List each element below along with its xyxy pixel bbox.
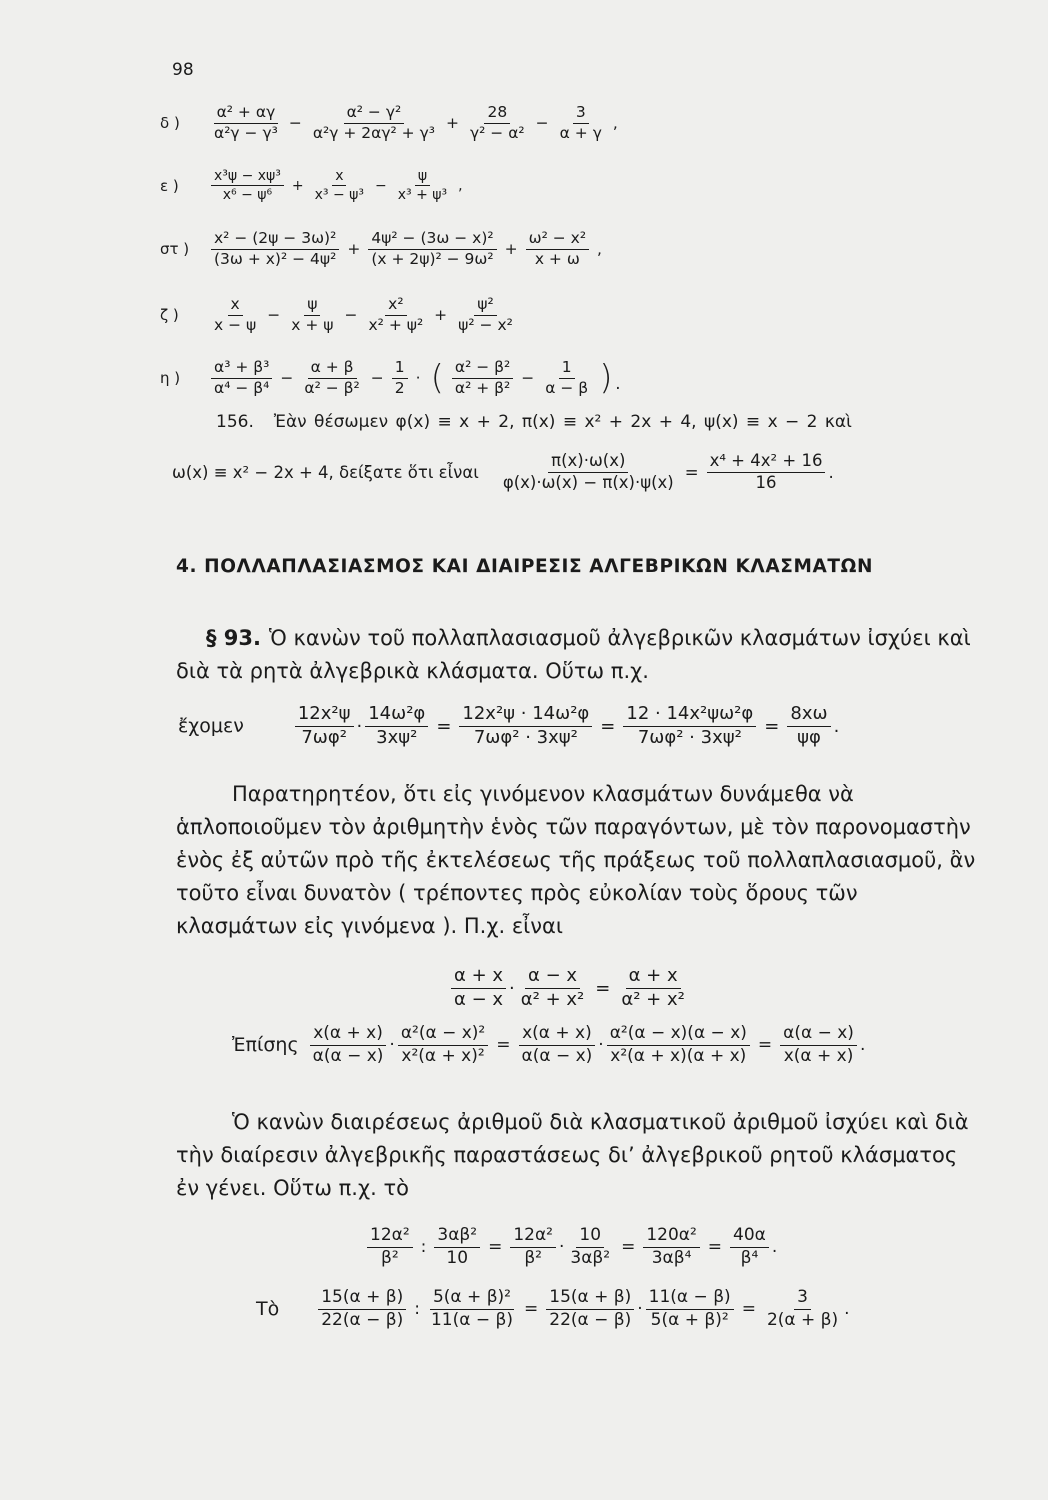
fraction: $\frac{\text{ω² − x²}}{x + \omega}$ bbox=[526, 230, 589, 269]
fraction: $\frac{40\alpha}{\text{β⁴}}$ bbox=[730, 1226, 769, 1268]
fraction: $\frac{\text{α² + αγ}}{\text{α²γ − γ³}}$ bbox=[214, 103, 278, 142]
fraction: $\frac{\text{12 · 14x²ψω²φ}}{\text{7ωφ² · 3xψ²}}$ bbox=[623, 704, 756, 748]
fraction: $\frac{\text{14ω²φ}}{\text{3xψ²}}$ bbox=[365, 704, 428, 748]
operator: + bbox=[445, 114, 459, 133]
operator: − bbox=[288, 114, 302, 133]
page-number: 98 bbox=[172, 60, 194, 80]
fraction: $\frac{1}{2}$ bbox=[392, 359, 408, 398]
paragraph-division: Ὁ κανὼν διαιρέσεως ἀριθμοῦ διὰ κλασματικοῦ ἀριθμοῦ ἰσχύει καὶ διὰ τὴν διαίρεσιν ἀλγεβρικῆς παραστάσεως δι’ ἀλγεβρικοῦ ρητοῦ κλάσματος ἐν γένει. Οὕτω π.χ. τὸ bbox=[176, 1110, 969, 1200]
operator: ( bbox=[430, 358, 444, 398]
example-equation-5: Τὸ $\frac{15(\alpha + \beta)}{22(\alpha - \beta)}$ : $\frac{\text{5(α + β)²}}{11(\alpha - \beta)}$ = $\frac{15(\alpha + \beta)}{22(\alpha - \beta)}$ · $\frac{11(\alpha - \beta)}{\text{5(α + β)²}}$ = $\frac{3}{2(\alpha + \beta)}$ . bbox=[256, 1287, 850, 1330]
exercise-row bbox=[160, 358, 628, 398]
fraction: $\frac{x}{\text{x³ − ψ³}}$ bbox=[314, 168, 365, 204]
fraction: $\frac{\text{x²}}{\text{x² + ψ²}}$ bbox=[368, 295, 424, 334]
fraction: $\frac{10}{\text{3αβ²}}$ bbox=[570, 1225, 611, 1268]
fraction: $\frac{\text{12x²ψ · 14ω²φ}}{\text{7ωφ² · 3xψ²}}$ bbox=[459, 704, 592, 748]
exercise-text: ω(x) ≡ x² − 2x + 4, δείξατε ὅτι εἶναι bbox=[172, 462, 479, 482]
fraction: $\frac{\text{12α²}}{\text{β²}}$ bbox=[510, 1226, 556, 1268]
example-equation-1: ἔχομεν $\frac{\text{12x²ψ}}{\text{7ωφ²}}$ · $\frac{\text{14ω²φ}}{\text{3xψ²}}$ = $\frac{\text{12x²ψ · 14ω²φ}}{\text{7ωφ² · 3xψ²}}$ = $\frac{\text{12 · 14x²ψω²φ}}{\text{7ωφ² · 3xψ²}}$ = $\frac{8x\omega}{\psi\varphi}$ . bbox=[178, 703, 840, 748]
fraction: $\frac{\psi}{\text{x³ + ψ³}}$ bbox=[397, 168, 448, 204]
section-heading: 4. ΠΟΛΛΑΠΛΑΣΙΑΣΜΟΣ ΚΑΙ ΔΙΑΙΡΕΣΙΣ ΑΛΓΕΒΡΙΚΩΝ ΚΛΑΣΜΑΤΩΝ bbox=[176, 556, 874, 577]
fraction: $\frac{\text{12α²}}{\text{β²}}$ bbox=[367, 1226, 413, 1268]
exercise-label: η ) bbox=[160, 369, 181, 387]
fraction: $\frac{x(\alpha + x)}{\alpha(\alpha - x)}$ bbox=[519, 1024, 596, 1066]
paragraph-simplification: Παρατηρητέον, ὅτι εἰς γινόμενον κλασμάτων δυνάμεθα νὰ ἁπλοποιοῦμεν τὸν ἀριθμητὴν ἑνὸς τῶν παραγόντων, μὲ τὸν παρονομαστὴν ἑνὸς ἐξ αὐτῶν πρὸ τῆς ἐκτελέσεως τῆς πράξεως τοῦ πολλαπλασιασμοῦ, ἂν τοῦτο εἶναι δυνατὸν ( τρέποντες πρὸς εὐκολίαν τοὺς ὅρους τῶν κλασμάτων εἰς γινόμενα ). Π.χ. εἶναι bbox=[176, 782, 976, 938]
operator: + bbox=[291, 177, 304, 194]
fraction: $\frac{\pi(x)\cdot\omega(x)}{\varphi(x)\cdot\omega(x) - \pi(x)\cdot\psi(x)}$ bbox=[502, 451, 674, 492]
fraction: $\frac{\text{ψ²}}{\text{ψ² − x²}}$ bbox=[458, 295, 513, 334]
fraction: $\frac{28}{\text{γ² − α²}}$ bbox=[469, 103, 525, 142]
fraction: $\frac{\text{x⁴ + 4x² + 16}}{16}$ bbox=[707, 452, 826, 493]
exercise-number: 156. bbox=[216, 412, 254, 432]
fraction: $\frac{\text{α²(α − x)(α − x)}}{\text{x²(α + x)(α + x)}}$ bbox=[607, 1024, 750, 1066]
section-mark: § 93. bbox=[206, 626, 262, 650]
operator: + bbox=[434, 306, 448, 325]
exercise-label: στ ) bbox=[160, 240, 190, 259]
exercise-row bbox=[160, 296, 519, 335]
fraction: $\frac{\alpha + x}{\alpha - x}$ bbox=[451, 966, 506, 1010]
fraction: $\frac{\text{5(α + β)²}}{11(\alpha - \beta)}$ bbox=[430, 1287, 513, 1330]
exercise-label: δ ) bbox=[160, 114, 180, 133]
operator: , bbox=[612, 114, 618, 133]
exercise-row bbox=[160, 104, 623, 143]
exercise-row bbox=[160, 230, 607, 269]
fraction: $\frac{\text{3αβ²}}{10}$ bbox=[434, 1226, 480, 1268]
operator: − bbox=[344, 306, 358, 325]
operator: + bbox=[347, 240, 361, 259]
operator: − bbox=[375, 177, 387, 194]
fraction: $\frac{\psi}{x + \psi}$ bbox=[291, 295, 334, 334]
example-equation-4: $\frac{\text{12α²}}{\text{β²}}$ : $\frac{\text{3αβ²}}{10}$ = $\frac{\text{12α²}}{\text{β²}}$ · $\frac{10}{\text{3αβ²}}$ = $\frac{\text{120α²}}{\text{3αβ⁴}}$ = $\frac{40\alpha}{\text{β⁴}}$ . bbox=[364, 1226, 777, 1268]
fraction: $\frac{\alpha + \beta}{\text{α² − β²}}$ bbox=[304, 357, 360, 397]
fraction: $\frac{\text{x³ψ − xψ³}}{\text{x⁶ − ψ⁶}}$ bbox=[211, 168, 284, 203]
operator: ). bbox=[599, 358, 624, 398]
exercise-row bbox=[160, 168, 468, 203]
fraction: $\frac{\alpha(\alpha - x)}{x(\alpha + x)}$ bbox=[780, 1024, 857, 1066]
fraction: $\frac{\text{α² − γ²}}{\text{α²γ + 2αγ² + γ³}}$ bbox=[312, 103, 435, 142]
fraction: $\frac{8x\omega}{\psi\varphi}$ bbox=[787, 704, 830, 748]
fraction: $\frac{1}{\alpha - \beta}$ bbox=[545, 357, 589, 397]
fraction: $\frac{\alpha - x}{\text{α² + x²}}$ bbox=[520, 965, 585, 1010]
exercise-text: Ἐὰν θέσωμεν φ(x) ≡ x + 2, π(x) ≡ x² + 2x + 4, ψ(x) ≡ x − 2 καὶ bbox=[273, 412, 852, 432]
equals-sign: = bbox=[684, 462, 699, 482]
fraction: $\frac{x}{x - \psi}$ bbox=[214, 295, 257, 334]
fraction: $\frac{3}{\alpha + \gamma}$ bbox=[559, 103, 602, 142]
operator: − bbox=[280, 369, 294, 387]
operator: − bbox=[370, 369, 384, 387]
operator: − bbox=[267, 306, 281, 325]
operator: , bbox=[458, 177, 463, 194]
example-equation-3: Ἐπίσης $\frac{x(\alpha + x)}{\alpha(\alpha - x)}$ · $\frac{\text{α²(α − x)²}}{\text{x²(α + x)²}}$ = $\frac{x(\alpha + x)}{\alpha(\alpha - x)}$ · $\frac{\text{α²(α − x)(α − x)}}{\text{x²(α + x)(α + x)}}$ = $\frac{\alpha(\alpha - x)}{x(\alpha + x)}$ . bbox=[232, 1023, 866, 1066]
fraction: $\frac{\text{12x²ψ}}{\text{7ωφ²}}$ bbox=[295, 704, 354, 748]
fraction: $\frac{15(\alpha + \beta)}{22(\alpha - \beta)}$ bbox=[546, 1288, 634, 1330]
fraction: $\frac{11(\alpha - \beta)}{\text{5(α + β)²}}$ bbox=[646, 1288, 734, 1330]
fraction: $\frac{\text{x² − (2ψ − 3ω)²}}{\text{(3ω + x)² − 4ψ²}}$ bbox=[211, 230, 339, 269]
operator: + bbox=[504, 240, 518, 259]
exercise-label: ζ ) bbox=[160, 306, 179, 325]
fraction: $\frac{\text{α²(α − x)²}}{\text{x²(α + x)²}}$ bbox=[398, 1024, 488, 1066]
fraction: $\frac{\alpha + x}{\text{α² + x²}}$ bbox=[621, 965, 685, 1010]
operator: , bbox=[597, 240, 602, 259]
fraction: $\frac{\text{4ψ² − (3ω − x)²}}{\text{(x + 2ψ)² − 9ω²}}$ bbox=[368, 230, 496, 269]
example-equation-2: $\frac{\alpha + x}{\alpha - x}$ · $\frac{\alpha - x}{\text{α² + x²}}$ = $\frac{\alpha + x}{\text{α² + x²}}$ bbox=[448, 966, 691, 1010]
operator: · bbox=[415, 369, 421, 387]
fraction: $\frac{\text{α² − β²}}{\text{α² + β²}}$ bbox=[452, 359, 513, 398]
fraction: $\frac{3}{2(\alpha + \beta)}$ bbox=[766, 1287, 839, 1330]
fraction: $\frac{\text{α³ + β³}}{\text{α⁴ − β⁴}}$ bbox=[211, 359, 272, 398]
operator: − bbox=[521, 369, 535, 387]
section-93-paragraph bbox=[176, 622, 976, 688]
exercise-156-line2: ω(x) ≡ x² − 2x + 4, δείξατε ὅτι εἶναι $\frac{\pi(x)\cdot\omega(x)}{\varphi(x)\cdot\omega(x) - \pi(x)\cdot\psi(x)}$ = $\frac{\text{x⁴ + 4x² + 16}}{16}$ . bbox=[172, 451, 834, 492]
fraction: $\frac{\text{120α²}}{\text{3αβ⁴}}$ bbox=[643, 1226, 699, 1268]
exercise-156-line1 bbox=[216, 412, 852, 432]
fraction: $\frac{x(\alpha + x)}{\alpha(\alpha - x)}$ bbox=[310, 1024, 387, 1066]
exercise-label: ε ) bbox=[160, 176, 179, 195]
paragraph-text: Ὁ κανὼν τοῦ πολλαπλασιασμοῦ ἀλγεβρικῶν κλασμάτων ἰσχύει καὶ διὰ τὰ ρητὰ ἀλγεβρικὰ κλάσματα. Οὕτω π.χ. bbox=[176, 626, 971, 683]
operator: − bbox=[535, 114, 549, 133]
fraction: $\frac{15(\alpha + \beta)}{22(\alpha - \beta)}$ bbox=[318, 1288, 406, 1330]
